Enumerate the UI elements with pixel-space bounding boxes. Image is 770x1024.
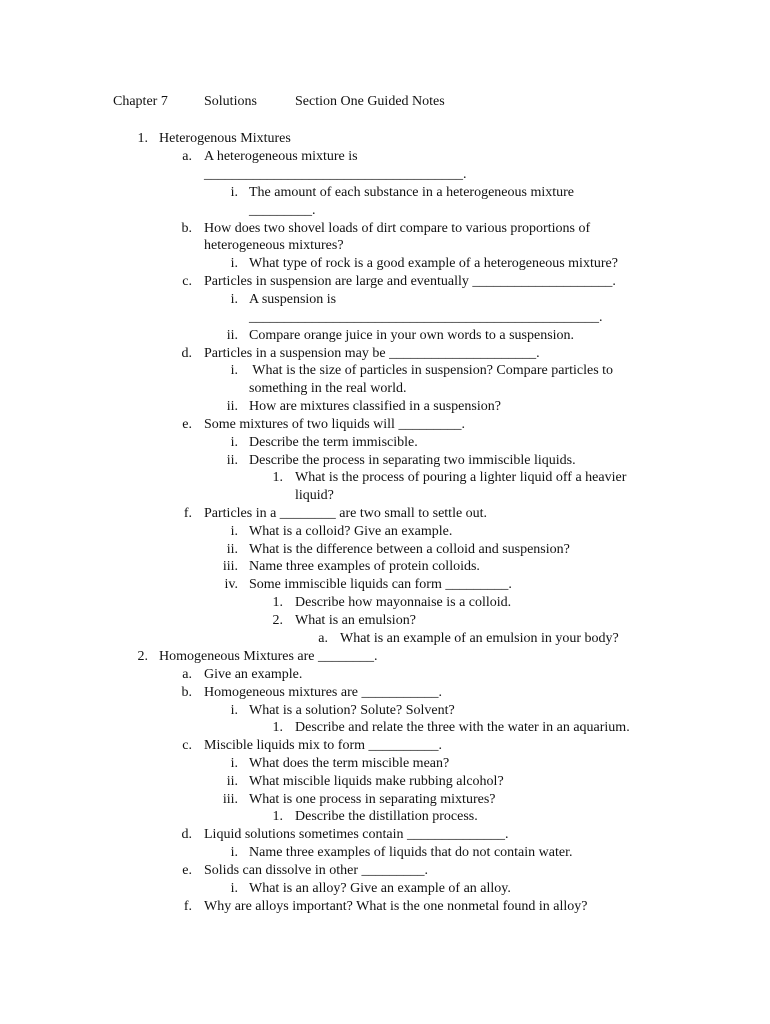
list-marker: i. <box>230 845 238 860</box>
list-marker: 1. <box>137 131 148 146</box>
list-item-text: Describe and relate the three with the water in an aquarium. <box>295 720 630 735</box>
list-item-text: What is the process of pouring a lighter liquid off a heavier <box>295 470 627 485</box>
list-marker: ii. <box>226 453 238 468</box>
list-marker: 1. <box>272 470 283 485</box>
list-item-text: Some immiscible liquids can form _________. <box>249 577 512 592</box>
blank-line: _________. <box>249 203 316 218</box>
list-item-text: Particles in suspension are large and eventually ____________________. <box>204 274 616 289</box>
list-marker: d. <box>181 827 192 842</box>
list-marker: i. <box>230 756 238 771</box>
list-marker: i. <box>230 881 238 896</box>
list-item-text: Particles in a suspension may be _____________________. <box>204 346 540 361</box>
list-item-text: heterogeneous mixtures? <box>204 238 344 253</box>
subject-label: Solutions <box>204 94 257 109</box>
list-item-text: Homogeneous mixtures are ___________. <box>204 685 442 700</box>
section-heading: Homogeneous Mixtures are ________. <box>159 649 378 664</box>
list-marker: i. <box>230 524 238 539</box>
list-marker: b. <box>181 685 192 700</box>
list-marker: a. <box>318 631 328 646</box>
list-marker: d. <box>181 346 192 361</box>
list-marker: f. <box>183 899 192 914</box>
list-marker: 2. <box>137 649 148 664</box>
list-marker: 2. <box>272 613 283 628</box>
section-label: Section One Guided Notes <box>295 94 445 109</box>
list-marker: e. <box>182 417 192 432</box>
list-marker: iii. <box>222 792 238 807</box>
list-item-text: What is a solution? Solute? Solvent? <box>249 703 455 718</box>
blank-line: __________________________________________________. <box>249 310 603 325</box>
list-marker: i. <box>230 292 238 307</box>
list-marker: i. <box>230 435 238 450</box>
list-item-text: What type of rock is a good example of a heterogeneous mixture? <box>249 256 618 271</box>
chapter-label: Chapter 7 <box>113 94 168 109</box>
list-marker: a. <box>182 149 192 164</box>
list-marker: i. <box>230 185 238 200</box>
list-item-text: Describe the term immiscible. <box>249 435 418 450</box>
list-item-text: What is the difference between a colloid and suspension? <box>249 542 570 557</box>
list-item-text: What is the size of particles in suspension? Compare particles to <box>249 363 614 378</box>
list-item-text: Name three examples of protein colloids. <box>249 559 480 574</box>
list-marker: b. <box>181 221 192 236</box>
list-item-text: How does two shovel loads of dirt compare to various proportions of <box>204 221 591 236</box>
list-marker: ii. <box>226 399 238 414</box>
list-item-text: The amount of each substance in a heterogeneous mixture <box>249 185 574 200</box>
list-item-text: What is one process in separating mixtures? <box>249 792 496 807</box>
list-item-text: Describe the distillation process. <box>295 809 478 824</box>
list-marker: iv. <box>224 577 238 592</box>
blank-line: _____________________________________. <box>204 167 467 182</box>
list-marker: e. <box>182 863 192 878</box>
list-item-text: Name three examples of liquids that do not contain water. <box>249 845 573 860</box>
list-marker: i. <box>230 703 238 718</box>
list-item-text: Particles in a ________ are two small to settle out. <box>204 506 488 521</box>
list-item-text: Some mixtures of two liquids will _________. <box>204 417 465 432</box>
list-item-text: How are mixtures classified in a suspension? <box>249 399 501 414</box>
list-item-text: Compare orange juice in your own words to a suspension. <box>249 328 575 343</box>
list-item-text: Describe how mayonnaise is a colloid. <box>295 595 512 610</box>
list-item-text: Describe the process in separating two immiscible liquids. <box>249 453 576 468</box>
list-marker: iii. <box>222 559 238 574</box>
list-marker: i. <box>230 256 238 271</box>
list-marker: 1. <box>272 809 283 824</box>
list-marker: c. <box>182 274 192 289</box>
list-marker: a. <box>182 667 192 682</box>
list-marker: i. <box>230 363 238 378</box>
list-item-text: A heterogeneous mixture is <box>204 149 358 164</box>
list-item-text: What is an example of an emulsion in your body? <box>340 631 619 646</box>
list-item-text: Solids can dissolve in other _________. <box>204 863 428 878</box>
list-marker: 1. <box>272 595 283 610</box>
list-item-text: liquid? <box>295 488 334 503</box>
list-item-text: Liquid solutions sometimes contain ______________. <box>204 827 509 842</box>
list-item-text: Give an example. <box>204 667 303 682</box>
list-marker: f. <box>183 506 192 521</box>
list-item-text: What is an emulsion? <box>295 613 416 628</box>
list-marker: c. <box>182 738 192 753</box>
list-item-text: What does the term miscible mean? <box>249 756 450 771</box>
list-marker: ii. <box>226 542 238 557</box>
list-marker: ii. <box>226 774 238 789</box>
list-item-text: A suspension is <box>249 292 337 307</box>
list-item-text: What miscible liquids make rubbing alcohol? <box>249 774 504 789</box>
list-marker: 1. <box>272 720 283 735</box>
section-heading: Heterogenous Mixtures <box>159 131 291 146</box>
list-marker: ii. <box>226 328 238 343</box>
list-item-text: What is a colloid? Give an example. <box>249 524 453 539</box>
list-item-text: Why are alloys important? What is the one nonmetal found in alloy? <box>204 899 588 914</box>
list-item-text: What is an alloy? Give an example of an alloy. <box>249 881 511 896</box>
list-item-text: Miscible liquids mix to form __________. <box>204 738 442 753</box>
list-item-text: something in the real world. <box>249 381 407 396</box>
